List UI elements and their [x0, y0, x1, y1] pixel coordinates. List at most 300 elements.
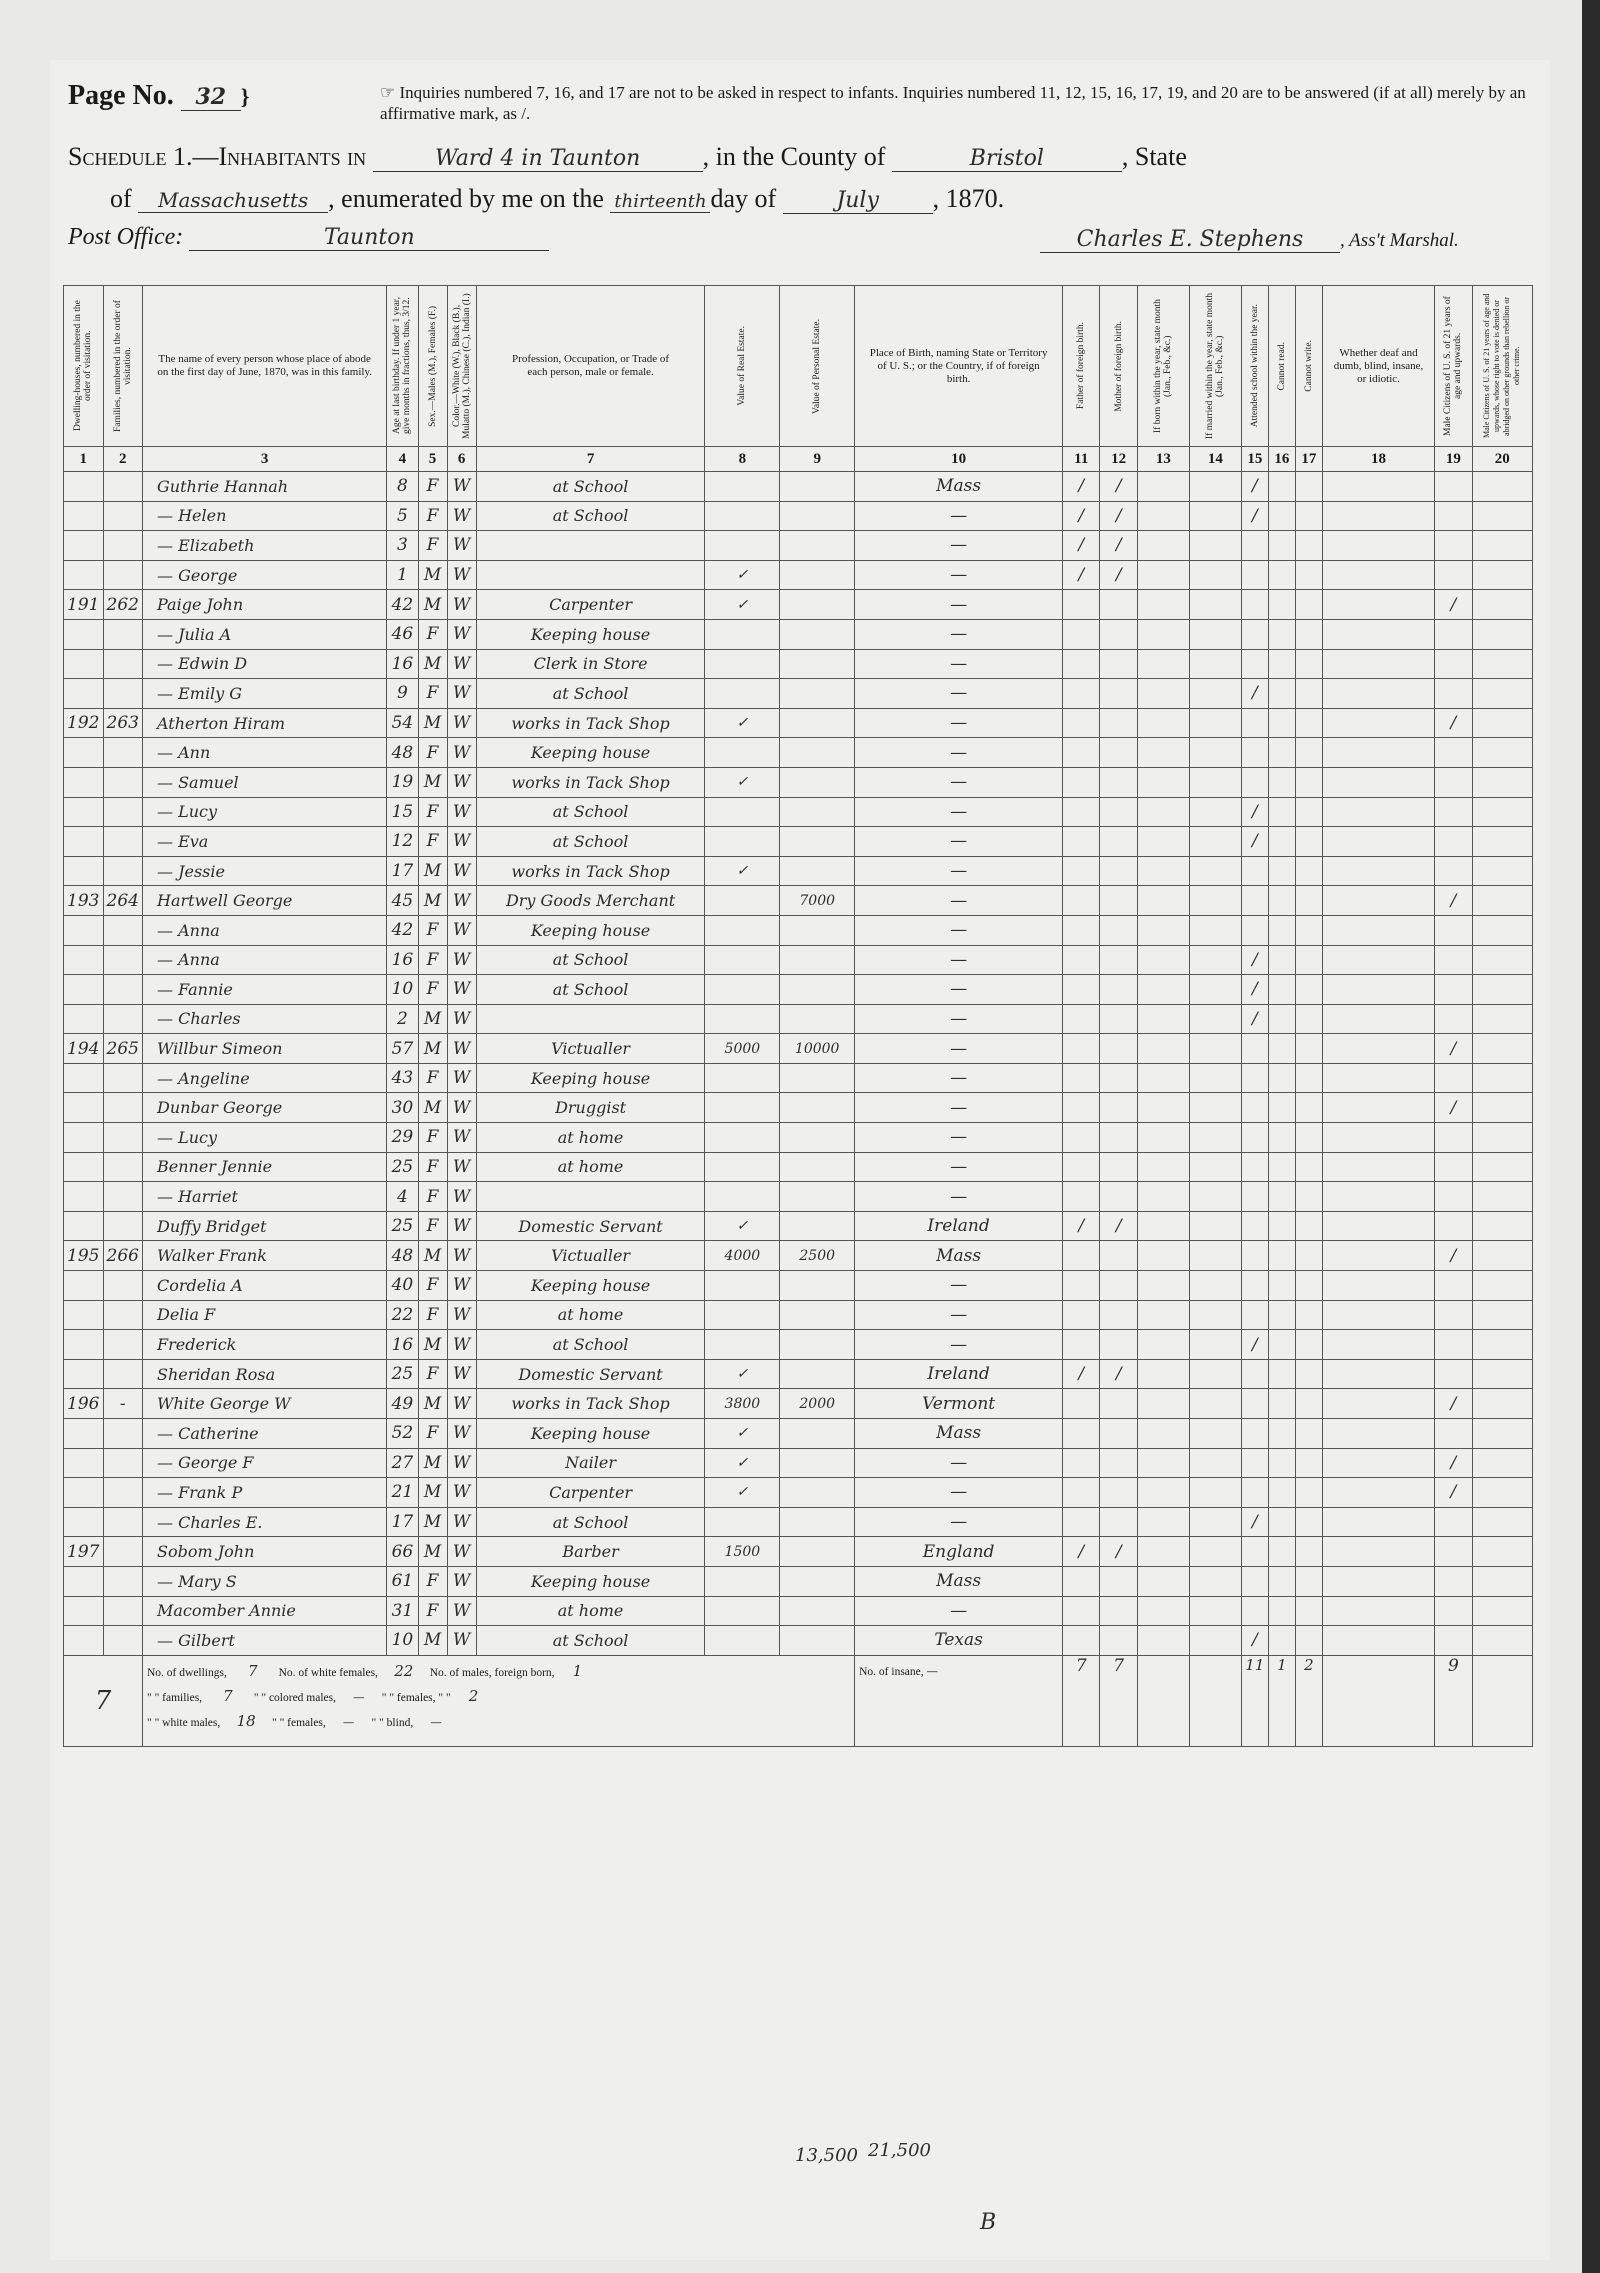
cannot-read: [1268, 1537, 1295, 1567]
father-foreign-mark: [1063, 1123, 1100, 1153]
person-name: Sobom John: [143, 1537, 387, 1567]
occupation: Domestic Servant: [476, 1359, 705, 1389]
real-estate-value: [705, 501, 780, 531]
person-name: — George F: [143, 1448, 387, 1478]
real-estate-value: ✓: [705, 856, 780, 886]
family-number: [103, 856, 143, 886]
disability: [1322, 708, 1434, 738]
col-20-header: Male Citizens of U. S. of 21 years of age and upwards, whose right to vote is denied or abridged on other grounds than rebellion or other crime.: [1472, 286, 1532, 447]
birthplace: —: [855, 1093, 1063, 1123]
citizen-mark: [1435, 915, 1472, 945]
vote-denied: [1472, 1004, 1532, 1034]
cannot-write: [1295, 915, 1322, 945]
families-count: 7: [223, 1686, 233, 1705]
disability: [1322, 1359, 1434, 1389]
color: W: [447, 1182, 476, 1212]
citizen-mark: [1435, 1300, 1472, 1330]
family-number: [103, 1152, 143, 1182]
real-estate-value: [705, 619, 780, 649]
color: W: [447, 886, 476, 916]
person-name: Willbur Simeon: [143, 1034, 387, 1064]
birthplace: —: [855, 1123, 1063, 1153]
vote-denied: [1472, 472, 1532, 502]
occupation: at home: [476, 1300, 705, 1330]
day-value: thirteenth: [610, 191, 710, 213]
father-foreign-mark: [1063, 1152, 1100, 1182]
father-foreign-mark: [1063, 1448, 1100, 1478]
person-name: — Eva: [143, 827, 387, 857]
occupation: at home: [476, 1596, 705, 1626]
disability: [1322, 1537, 1434, 1567]
cannot-write: [1295, 590, 1322, 620]
vote-denied: [1472, 679, 1532, 709]
school-mark: /: [1241, 945, 1268, 975]
father-foreign-mark: [1063, 1182, 1100, 1212]
cannot-read: [1268, 472, 1295, 502]
disability: [1322, 975, 1434, 1005]
col-16-header: Cannot read.: [1268, 286, 1295, 447]
citizen-mark: [1435, 975, 1472, 1005]
dwelling-number: [64, 915, 104, 945]
vote-denied: [1472, 1419, 1532, 1449]
disability: [1322, 1034, 1434, 1064]
born-within-year: [1137, 1034, 1189, 1064]
dwelling-number: [64, 1093, 104, 1123]
color: W: [447, 1152, 476, 1182]
cannot-write: [1295, 1211, 1322, 1241]
birthplace: —: [855, 1507, 1063, 1537]
mother-foreign-mark: [1100, 1004, 1137, 1034]
disability: [1322, 1123, 1434, 1153]
color: W: [447, 590, 476, 620]
personal-estate-value: [780, 915, 855, 945]
schedule-label: Schedule 1.—Inhabitants in: [68, 142, 367, 171]
family-number: -: [103, 1389, 143, 1419]
vote-denied: [1472, 945, 1532, 975]
blind-count: —: [430, 1714, 442, 1729]
age: 54: [387, 708, 418, 738]
personal-estate-value: [780, 531, 855, 561]
father-foreign-mark: [1063, 708, 1100, 738]
citizen-mark: [1435, 531, 1472, 561]
age: 42: [387, 590, 418, 620]
mother-foreign-mark: [1100, 619, 1137, 649]
school-mark: /: [1241, 472, 1268, 502]
sex: M: [418, 590, 447, 620]
birthplace: Mass: [855, 1566, 1063, 1596]
real-estate-value: 4000: [705, 1241, 780, 1271]
vote-denied: [1472, 827, 1532, 857]
citizen-mark: [1435, 1359, 1472, 1389]
dwelling-number: 195: [64, 1241, 104, 1271]
col-3-header: The name of every person whose place of abode on the first day of June, 1870, was in this family.: [143, 286, 387, 447]
disability: [1322, 1063, 1434, 1093]
dwelling-number: [64, 767, 104, 797]
dwelling-number: [64, 560, 104, 590]
family-number: [103, 1596, 143, 1626]
occupation: works in Tack Shop: [476, 1389, 705, 1419]
column-number-row: [64, 447, 1533, 472]
married-within-year: [1189, 975, 1241, 1005]
born-within-year: [1137, 1566, 1189, 1596]
col-4-header: Age at last birthday. If under 1 year, give months in fractions, thus, 3/12.: [387, 286, 418, 447]
sex: F: [418, 679, 447, 709]
born-within-year: [1137, 797, 1189, 827]
cannot-read: [1268, 915, 1295, 945]
vote-denied: [1472, 797, 1532, 827]
born-within-year: [1137, 679, 1189, 709]
sex: M: [418, 1389, 447, 1419]
school-mark: [1241, 767, 1268, 797]
personal-estate-value: [780, 619, 855, 649]
disability: [1322, 531, 1434, 561]
personal-estate-value: [780, 738, 855, 768]
sex: F: [418, 915, 447, 945]
age: 40: [387, 1271, 418, 1301]
dwelling-number: [64, 501, 104, 531]
census-row: [64, 767, 1533, 797]
color: W: [447, 472, 476, 502]
census-page: [50, 60, 1550, 2260]
disability: [1322, 856, 1434, 886]
cannot-write: [1295, 1478, 1322, 1508]
person-name: — Harriet: [143, 1182, 387, 1212]
birthplace: —: [855, 679, 1063, 709]
summary-counts: No. of dwellings, 7 No. of white females, 22 No. of males, foreign born, 1 " " families, 7 " " colored males, — " " females, " " 2 " " white males, 18 " " females, — " " blind, —: [143, 1655, 855, 1746]
sex: F: [418, 1063, 447, 1093]
column-number: 6: [447, 447, 476, 472]
cannot-read: [1268, 1330, 1295, 1360]
column-number: 4: [387, 447, 418, 472]
col-8-header: Value of Real Estate.: [705, 286, 780, 447]
birthplace: —: [855, 975, 1063, 1005]
place-name: Ward 4 in Taunton: [373, 146, 703, 172]
occupation: Victualler: [476, 1241, 705, 1271]
school-mark: /: [1241, 827, 1268, 857]
cannot-read: [1268, 649, 1295, 679]
color: W: [447, 738, 476, 768]
age: 52: [387, 1419, 418, 1449]
color: W: [447, 1389, 476, 1419]
father-foreign-mark: /: [1063, 1211, 1100, 1241]
color: W: [447, 679, 476, 709]
birthplace: —: [855, 1063, 1063, 1093]
marshal-label: , Ass't Marshal.: [1340, 230, 1459, 251]
citizen-mark: [1435, 856, 1472, 886]
school-mark: /: [1241, 1004, 1268, 1034]
cannot-read: [1268, 1389, 1295, 1419]
cannot-read: [1268, 1211, 1295, 1241]
family-number: [103, 679, 143, 709]
vote-denied: [1472, 1359, 1532, 1389]
sex: M: [418, 649, 447, 679]
age: 10: [387, 975, 418, 1005]
born-within-year: [1137, 1419, 1189, 1449]
person-name: — Elizabeth: [143, 531, 387, 561]
census-row: [64, 649, 1533, 679]
cannot-write: [1295, 1004, 1322, 1034]
married-within-year: [1189, 531, 1241, 561]
personal-estate-value: [780, 1359, 855, 1389]
age: 43: [387, 1063, 418, 1093]
color: W: [447, 1123, 476, 1153]
cannot-read: [1268, 1004, 1295, 1034]
cannot-read: [1268, 1419, 1295, 1449]
real-estate-value: ✓: [705, 1419, 780, 1449]
personal-estate-value: 10000: [780, 1034, 855, 1064]
cannot-read: [1268, 1507, 1295, 1537]
married-within-year: [1189, 1182, 1241, 1212]
white-females-count: 22: [394, 1661, 414, 1680]
column-number: 9: [780, 447, 855, 472]
disability: [1322, 1241, 1434, 1271]
occupation: works in Tack Shop: [476, 708, 705, 738]
disability: [1322, 1626, 1434, 1656]
sex: M: [418, 1478, 447, 1508]
sex: M: [418, 1448, 447, 1478]
disability: [1322, 1389, 1434, 1419]
census-row: [64, 1448, 1533, 1478]
sex: M: [418, 560, 447, 590]
cannot-read: [1268, 1300, 1295, 1330]
family-number: [103, 1626, 143, 1656]
color: W: [447, 1271, 476, 1301]
vote-denied: [1472, 649, 1532, 679]
citizen-mark: [1435, 797, 1472, 827]
birthplace: —: [855, 1271, 1063, 1301]
married-within-year: [1189, 915, 1241, 945]
dwelling-number: [64, 1152, 104, 1182]
day-of-label: day of: [710, 184, 777, 213]
father-foreign-mark: [1063, 1093, 1100, 1123]
born-within-year: [1137, 1004, 1189, 1034]
summary-c17: 2: [1295, 1655, 1322, 1746]
sex: F: [418, 827, 447, 857]
disability: [1322, 886, 1434, 916]
census-row: [64, 1626, 1533, 1656]
born-within-year: [1137, 649, 1189, 679]
family-number: [103, 1419, 143, 1449]
born-within-year: [1137, 945, 1189, 975]
col-18-header: Whether deaf and dumb, blind, insane, or idiotic.: [1322, 286, 1434, 447]
personal-estate-value: [780, 1448, 855, 1478]
vote-denied: [1472, 975, 1532, 1005]
vote-denied: [1472, 1626, 1532, 1656]
dwelling-number: [64, 1507, 104, 1537]
birthplace: —: [855, 1448, 1063, 1478]
person-name: Cordelia A: [143, 1271, 387, 1301]
father-foreign-mark: /: [1063, 1537, 1100, 1567]
real-estate-value: [705, 797, 780, 827]
vote-denied: [1472, 886, 1532, 916]
mother-foreign-mark: [1100, 1271, 1137, 1301]
sex: M: [418, 1004, 447, 1034]
sex: F: [418, 797, 447, 827]
vote-denied: [1472, 590, 1532, 620]
cannot-write: [1295, 975, 1322, 1005]
birthplace: —: [855, 531, 1063, 561]
born-within-year: [1137, 1182, 1189, 1212]
census-row: [64, 1537, 1533, 1567]
married-within-year: [1189, 619, 1241, 649]
occupation: Nailer: [476, 1448, 705, 1478]
birthplace: —: [855, 797, 1063, 827]
person-name: Dunbar George: [143, 1093, 387, 1123]
personal-estate-value: [780, 649, 855, 679]
born-within-year: [1137, 1537, 1189, 1567]
family-number: [103, 619, 143, 649]
mother-foreign-mark: [1100, 1123, 1137, 1153]
family-number: [103, 1123, 143, 1153]
age: 25: [387, 1152, 418, 1182]
real-estate-value: ✓: [705, 708, 780, 738]
personal-estate-value: [780, 472, 855, 502]
school-mark: /: [1241, 1507, 1268, 1537]
census-row: [64, 1152, 1533, 1182]
cannot-write: [1295, 1419, 1322, 1449]
cannot-read: [1268, 975, 1295, 1005]
born-within-year: [1137, 827, 1189, 857]
disability: [1322, 1507, 1434, 1537]
person-name: — George: [143, 560, 387, 590]
summary-margin-mark: 7: [64, 1655, 143, 1746]
col-12-header: Mother of foreign birth.: [1100, 286, 1137, 447]
mother-foreign-mark: /: [1100, 472, 1137, 502]
personal-estate-value: [780, 797, 855, 827]
married-within-year: [1189, 708, 1241, 738]
school-mark: [1241, 1152, 1268, 1182]
person-name: — Samuel: [143, 767, 387, 797]
color: W: [447, 1211, 476, 1241]
census-row: [64, 1271, 1533, 1301]
color: W: [447, 915, 476, 945]
cannot-read: [1268, 590, 1295, 620]
personal-estate-value: [780, 1123, 855, 1153]
age: 48: [387, 1241, 418, 1271]
col-14-header: If married within the year, state month (Jan., Feb., &c.): [1189, 286, 1241, 447]
insane-count: —: [926, 1663, 939, 1678]
summary-c19: 9: [1435, 1655, 1472, 1746]
father-foreign-mark: [1063, 1478, 1100, 1508]
column-number: 7: [476, 447, 705, 472]
born-within-year: [1137, 1241, 1189, 1271]
cannot-write: [1295, 1063, 1322, 1093]
person-name: — Lucy: [143, 797, 387, 827]
vote-denied: [1472, 1537, 1532, 1567]
vote-denied: [1472, 856, 1532, 886]
dwelling-number: [64, 945, 104, 975]
real-estate-total: 13,500: [795, 2145, 858, 2166]
vote-denied: [1472, 1241, 1532, 1271]
person-name: — Emily G: [143, 679, 387, 709]
cannot-write: [1295, 531, 1322, 561]
family-number: [103, 1566, 143, 1596]
dwelling-number: [64, 1271, 104, 1301]
birthplace: —: [855, 1596, 1063, 1626]
age: 8: [387, 472, 418, 502]
citizen-mark: [1435, 472, 1472, 502]
citizen-mark: [1435, 1152, 1472, 1182]
sex: F: [418, 1182, 447, 1212]
age: 45: [387, 886, 418, 916]
vote-denied: [1472, 738, 1532, 768]
married-within-year: [1189, 1596, 1241, 1626]
personal-estate-value: [780, 945, 855, 975]
school-mark: [1241, 1063, 1268, 1093]
school-mark: [1241, 886, 1268, 916]
married-within-year: [1189, 1271, 1241, 1301]
married-within-year: [1189, 1359, 1241, 1389]
vote-denied: [1472, 1034, 1532, 1064]
cannot-read: [1268, 1478, 1295, 1508]
dwelling-number: [64, 1300, 104, 1330]
person-name: Hartwell George: [143, 886, 387, 916]
personal-estate-value: 7000: [780, 886, 855, 916]
summary-c16: 1: [1268, 1655, 1295, 1746]
sex: F: [418, 1152, 447, 1182]
person-name: — Angeline: [143, 1063, 387, 1093]
dwelling-number: [64, 531, 104, 561]
real-estate-value: ✓: [705, 1359, 780, 1389]
vote-denied: [1472, 1596, 1532, 1626]
school-mark: [1241, 1359, 1268, 1389]
born-within-year: [1137, 1211, 1189, 1241]
vote-denied: [1472, 708, 1532, 738]
school-mark: /: [1241, 1330, 1268, 1360]
real-estate-value: [705, 1182, 780, 1212]
citizen-mark: [1435, 501, 1472, 531]
person-name: — Anna: [143, 915, 387, 945]
real-estate-value: [705, 738, 780, 768]
age: 2: [387, 1004, 418, 1034]
citizen-mark: [1435, 1211, 1472, 1241]
family-number: [103, 915, 143, 945]
cannot-write: [1295, 649, 1322, 679]
enumeration-line: [110, 184, 1004, 214]
cannot-write: [1295, 1626, 1322, 1656]
census-table: [63, 285, 1533, 1747]
school-mark: [1241, 619, 1268, 649]
school-mark: [1241, 1271, 1268, 1301]
vote-denied: [1472, 1330, 1532, 1360]
married-within-year: [1189, 856, 1241, 886]
census-row: [64, 1389, 1533, 1419]
color: W: [447, 1093, 476, 1123]
personal-estate-value: [780, 679, 855, 709]
vote-denied: [1472, 1271, 1532, 1301]
birthplace: —: [855, 619, 1063, 649]
father-foreign-mark: [1063, 1419, 1100, 1449]
col-9-header: Value of Personal Estate.: [780, 286, 855, 447]
citizen-mark: [1435, 738, 1472, 768]
census-row: [64, 1034, 1533, 1064]
column-number: 15: [1241, 447, 1268, 472]
personal-estate-value: [780, 856, 855, 886]
census-row: [64, 1359, 1533, 1389]
real-estate-value: [705, 1300, 780, 1330]
personal-estate-value: [780, 1093, 855, 1123]
color: W: [447, 1241, 476, 1271]
school-mark: /: [1241, 501, 1268, 531]
father-foreign-mark: [1063, 1271, 1100, 1301]
occupation: Dry Goods Merchant: [476, 886, 705, 916]
color: W: [447, 1566, 476, 1596]
real-estate-value: [705, 679, 780, 709]
page-number-line: Page No. 32 }: [68, 80, 250, 111]
citizen-mark: [1435, 1271, 1472, 1301]
married-within-year: [1189, 679, 1241, 709]
mother-foreign-mark: [1100, 1182, 1137, 1212]
